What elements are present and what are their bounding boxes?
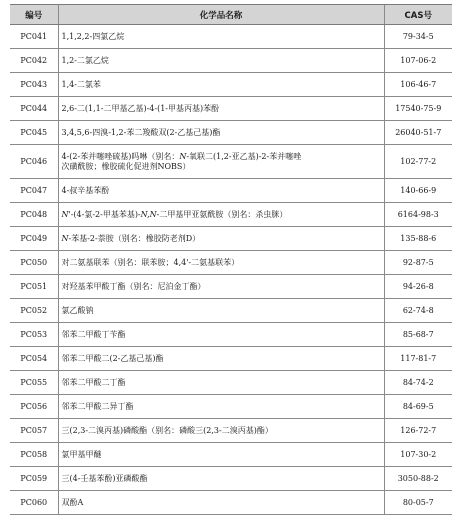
table-row	[10, 203, 452, 227]
cell-code: PC049	[10, 227, 58, 251]
cell-cas: 3050-88-2	[384, 467, 452, 491]
table-row	[10, 491, 452, 515]
cell-name: 对羟基苯甲酸丁酯（别名：尼泊金丁酯）	[58, 275, 384, 299]
name-text: -苯基-2-萘胺（别名：橡胶防老剂D）	[68, 233, 201, 243]
table-row	[10, 73, 452, 97]
table-row	[10, 419, 452, 443]
table-row	[10, 371, 452, 395]
cell-name: 氯乙酸钠	[58, 299, 384, 323]
cell-code: PC057	[10, 419, 58, 443]
cell-code: PC045	[10, 121, 58, 145]
cell-cas: 84-74-2	[384, 371, 452, 395]
table-row	[10, 251, 452, 275]
cell-cas: 107-30-2	[384, 443, 452, 467]
cell-code: PC052	[10, 299, 58, 323]
cell-cas: 126-72-7	[384, 419, 452, 443]
cell-name: 双酚A	[58, 491, 384, 515]
cell-name: 邻苯二甲酸二(2-乙基己基)酯	[58, 347, 384, 371]
cell-name: 对二氨基联苯（别名：联苯胺；4,4'-二氨基联苯）	[58, 251, 384, 275]
cell-cas: 62-74-8	[384, 299, 452, 323]
cell-cas: 84-69-5	[384, 395, 452, 419]
cell-cas: 6164-98-3	[384, 203, 452, 227]
header-name: 化学品名称	[58, 5, 384, 25]
header-code: 编号	[10, 5, 58, 25]
cell-name: 4-叔辛基苯酚	[58, 179, 384, 203]
table-row	[10, 299, 452, 323]
name-italic: N'	[61, 209, 71, 219]
cell-cas: 26040-51-7	[384, 121, 452, 145]
cell-code: PC042	[10, 49, 58, 73]
header-row	[10, 5, 452, 25]
cell-name: 1,4-二氯苯	[58, 73, 384, 97]
cell-code: PC059	[10, 467, 58, 491]
table-row	[10, 323, 452, 347]
table-row	[10, 395, 452, 419]
cell-name: 邻苯二甲酸二异丁酯	[58, 395, 384, 419]
table-row	[10, 275, 452, 299]
cell-cas: 106-46-7	[384, 73, 452, 97]
cell-cas: 85-68-7	[384, 323, 452, 347]
cell-cas: 17540-75-9	[384, 97, 452, 121]
cell-name	[58, 203, 384, 227]
table-header	[10, 5, 452, 25]
cell-name	[58, 145, 384, 179]
header-cas: CAS号	[384, 5, 452, 25]
cell-cas: 80-05-7	[384, 491, 452, 515]
cell-code: PC056	[10, 395, 58, 419]
cell-code: PC047	[10, 179, 58, 203]
table-row	[10, 443, 452, 467]
cell-code: PC050	[10, 251, 58, 275]
cell-name: 三(2,3-二溴丙基)磷酸酯（别名：磷酸三(2,3-二溴丙基)酯）	[58, 419, 384, 443]
cell-code: PC041	[10, 25, 58, 49]
chemical-list-table	[10, 4, 452, 515]
name-text: -二甲基甲亚氨酰胺（别名：杀虫脒）	[156, 209, 288, 219]
cell-code: PC043	[10, 73, 58, 97]
cell-name: 氯甲基甲醚	[58, 443, 384, 467]
table-row	[10, 347, 452, 371]
cell-name: 3,4,5,6-四溴-1,2-苯二羧酸双(2-乙基己基)酯	[58, 121, 384, 145]
cell-name: 三(4-壬基苯酚)亚磷酸酯	[58, 467, 384, 491]
cell-name: 2,6-二(1,1-二甲基乙基)-4-(1-甲基丙基)苯酚	[58, 97, 384, 121]
cell-name: 邻苯二甲酸二丁酯	[58, 371, 384, 395]
cell-cas: 117-81-7	[384, 347, 452, 371]
name-italic: N	[61, 233, 69, 243]
table-row	[10, 227, 452, 251]
cell-cas: 102-77-2	[384, 145, 452, 179]
cell-cas: 79-34-5	[384, 25, 452, 49]
table-row	[10, 49, 452, 73]
cell-name: 1,1,2,2-四氯乙烷	[58, 25, 384, 49]
name-text: 次磺酰胺；橡胶硫化促进剂NOBS）	[61, 161, 191, 171]
name-text: -氧联二(1,2-亚乙基)-2-苯并噻唑	[186, 151, 302, 161]
cell-cas: 140-66-9	[384, 179, 452, 203]
cell-code: PC046	[10, 145, 58, 179]
cell-cas: 107-06-2	[384, 49, 452, 73]
name-text: -(4-氯-2-甲基苯基)-	[70, 209, 141, 219]
cell-cas: 94-26-8	[384, 275, 452, 299]
table-row	[10, 145, 452, 179]
table-row	[10, 97, 452, 121]
cell-cas: 135-88-6	[384, 227, 452, 251]
cell-code: PC053	[10, 323, 58, 347]
cell-code: PC048	[10, 203, 58, 227]
cell-cas: 92-87-5	[384, 251, 452, 275]
name-italic: N,N	[140, 209, 157, 219]
table-body	[10, 25, 452, 515]
table-row	[10, 179, 452, 203]
cell-name: 1,2-二氯乙烷	[58, 49, 384, 73]
table-row	[10, 467, 452, 491]
cell-code: PC060	[10, 491, 58, 515]
name-text: 4-(2-苯并噻唑硫基)吗啉（别名：	[61, 151, 180, 161]
name-italic: N	[179, 151, 187, 161]
cell-code: PC051	[10, 275, 58, 299]
cell-code: PC044	[10, 97, 58, 121]
table-row	[10, 25, 452, 49]
cell-code: PC054	[10, 347, 58, 371]
table-row	[10, 121, 452, 145]
cell-code: PC055	[10, 371, 58, 395]
cell-name: 邻苯二甲酸丁苄酯	[58, 323, 384, 347]
cell-code: PC058	[10, 443, 58, 467]
cell-name	[58, 227, 384, 251]
